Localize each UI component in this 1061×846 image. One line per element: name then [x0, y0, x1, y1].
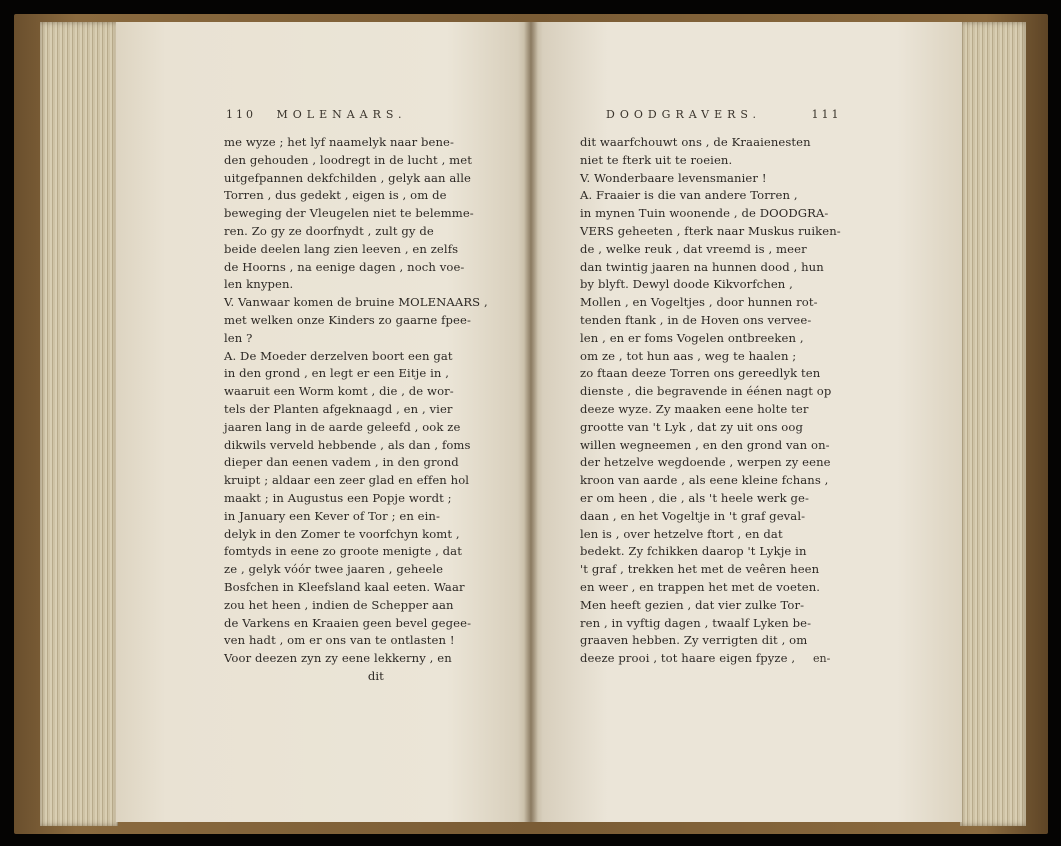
text-line: Bosfchen in Kleefsland kaal eeten. Waar [224, 579, 465, 594]
text-line: daan , en het Vogeltje in 't graf geval- [580, 508, 806, 523]
text-line: kroon van aarde , als eene kleine fchans , [580, 473, 829, 488]
text-line: tels der Planten afgeknaagd , en , vier [224, 401, 453, 416]
text-line: tenden ftank , in de Hoven ons vervee- [580, 312, 812, 327]
text-line: fomtyds in eene zo groote menigte , dat [224, 544, 462, 559]
text-line: en weer , en trappen het met de voeten. [580, 579, 821, 594]
text-line: waaruit een Worm komt , die , de wor- [224, 384, 454, 399]
text-line: om ze , tot hun aas , weg te haalen ; [580, 348, 797, 363]
text-line: dit waarfchouwt ons , de Kraaienesten [580, 135, 811, 149]
text-line: der hetzelve wegdoende , werpen zy eene [580, 455, 831, 470]
left-running-head: MOLENAARS. [276, 108, 407, 121]
text-line: dienste , die begravende in éénen nagt op [580, 384, 832, 399]
left-page-number: 110 [226, 108, 256, 121]
text-line: Torren , dus gedekt , eigen is , om de [224, 188, 447, 203]
text-line: beide deelen lang zien leeven , en zelfs [224, 241, 459, 256]
right-running-head: DOODGRAVERS. [606, 108, 762, 121]
text-line: den gehouden , loodregt in de lucht , met [224, 152, 472, 167]
text-line: de Hoorns , na eenige dagen , noch voe- [224, 259, 465, 274]
text-line: uitgefpannen dekfchilden , gelyk aan alle [224, 170, 471, 185]
text-line: de Varkens en Kraaien geen bevel gegee- [224, 615, 472, 630]
text-line: by blyft. Dewyl doode Kikvorfchen , [580, 277, 793, 292]
text-line: A. De Moeder derzelven boort een gat [224, 348, 453, 363]
text-line: maakt ; in Augustus een Popje wordt ; [224, 490, 452, 505]
text-line: delyk in den Zomer te voorfchyn komt , [224, 526, 460, 541]
text-line: A. Fraaier is die van andere Torren , [580, 188, 798, 203]
text-line: deeze prooi , tot haare eigen fpyze , [580, 651, 796, 666]
right-page [530, 22, 962, 822]
text-line: zo ftaan deeze Torren ons gereedlyk ten [580, 366, 821, 381]
text-line: dan twintig jaaren na hunnen dood , hun [580, 259, 824, 274]
left-page-edges [40, 22, 118, 826]
text-line: me wyze ; het lyf naamelyk naar bene- [224, 135, 455, 149]
text-line: met welken onze Kinders zo gaarne fpee- [224, 312, 471, 327]
text-line: len ? [224, 330, 253, 345]
text-line: deeze wyze. Zy maaken eene holte ter [580, 401, 809, 416]
text-line: bedekt. Zy fchikken daarop 't Lykje in [580, 544, 807, 559]
text-line: ren , in vyftig dagen , twaalf Lyken be- [580, 615, 812, 630]
left-page-body [224, 134, 514, 686]
left-page-header [226, 108, 407, 121]
text-line: V. Wonderbaare levensmanier ! [580, 170, 767, 185]
book-gutter [524, 22, 538, 822]
text-line: dit [224, 668, 384, 683]
text-line: len knypen. [224, 277, 294, 292]
text-line: len is , over hetzelve ftort , en dat [580, 526, 783, 541]
catchword: en- [813, 652, 831, 665]
text-line: de , welke reuk , dat vreemd is , meer [580, 241, 807, 256]
text-line: ze , gelyk vóór twee jaaren , geheele [224, 562, 444, 577]
text-line: Mollen , en Vogeltjes , door hunnen rot- [580, 295, 818, 310]
text-line: V. Vanwaar komen de bruine MOLENAARS , [224, 295, 488, 310]
right-page-number: 111 [811, 108, 842, 121]
text-line: er om heen , die , als 't heele werk ge- [580, 490, 809, 505]
text-line: kruipt ; aldaar een zeer glad en effen hol [224, 473, 470, 488]
text-line: jaaren lang in de aarde geleefd , ook ze [224, 419, 461, 434]
left-page [116, 22, 530, 822]
text-line: niet te fterk uit te roeien. [580, 152, 733, 167]
text-line: in January een Kever of Tor ; en ein- [224, 508, 441, 523]
text-line: ren. Zo gy ze doorfnydt , zult gy de [224, 223, 434, 238]
text-line: dieper dan eenen vadem , in den grond [224, 455, 459, 470]
right-page-edges [960, 22, 1026, 826]
text-line: 't graf , trekken het met de veêren heen [580, 562, 820, 577]
text-line: Voor deezen zyn zy eene lekkerny , en [224, 651, 452, 666]
right-page-body [580, 134, 880, 668]
text-line: in den grond , en legt er een Eitje in , [224, 366, 450, 381]
text-line: in mynen Tuin woonende , de DOODGRA- [580, 206, 829, 221]
text-line: beweging der Vleugelen niet te belemme- [224, 206, 474, 221]
text-line: grootte van 't Lyk , dat zy uit ons oog [580, 419, 803, 434]
text-line: willen wegneemen , en den grond van on- [580, 437, 830, 452]
text-line: len , en er foms Vogelen ontbreeken , [580, 330, 804, 345]
text-line: graaven hebben. Zy verrigten dit , om [580, 633, 808, 648]
text-line: VERS geheeten , fterk naar Muskus ruiken- [580, 223, 841, 238]
text-line: Men heeft gezien , dat vier zulke Tor- [580, 597, 805, 612]
text-line: zou het heen , indien de Schepper aan [224, 597, 454, 612]
text-line: dikwils verveld hebbende , als dan , foms [224, 437, 471, 452]
right-page-header [606, 108, 842, 121]
text-line: ven hadt , om er ons van te ontlasten ! [224, 633, 455, 648]
